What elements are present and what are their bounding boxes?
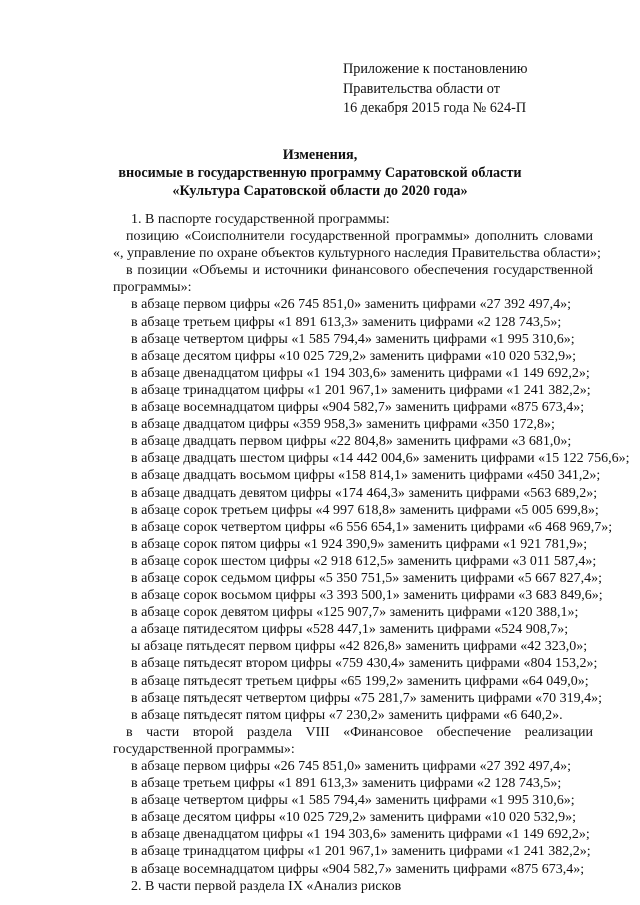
- paragraph-financing-line-2: программы»:: [113, 280, 192, 296]
- amendment-line: в абзаце пятьдесят втором цифры «759 430,4» заменить цифрами «804 153,2»;: [131, 656, 598, 672]
- appendix-line-1: Приложение к постановлению: [343, 61, 528, 77]
- amendment-line: в абзаце тринадцатом цифры «1 201 967,1» заменить цифрами «1 241 382,2»;: [131, 844, 591, 860]
- amendment-line: ы абзаце пятьдесят первом цифры «42 826,8» заменить цифрами «42 323,0»;: [131, 639, 588, 655]
- amendment-line: в абзаце третьем цифры «1 891 613,3» заменить цифрами «2 128 743,5»;: [131, 776, 562, 792]
- document-body: [113, 211, 630, 895]
- paragraph-coexecutors-line-1: позицию «Соисполнители государственной программы» дополнить словами: [126, 229, 593, 245]
- amendment-line: в абзаце четвертом цифры «1 585 794,4» заменить цифрами «1 995 310,6»;: [131, 331, 575, 347]
- amendment-line: а абзаце пятидесятом цифры «528 447,1» заменить цифрами «524 908,7»;: [131, 622, 569, 638]
- amendment-line: в абзаце восемнадцатом цифры «904 582,7» заменить цифрами «875 673,4»;: [131, 861, 585, 877]
- amendment-line: в абзаце восемнадцатом цифры «904 582,7» заменить цифрами «875 673,4»;: [131, 400, 585, 416]
- amendment-line: в абзаце двадцать шестом цифры «14 442 004,6» заменить цифрами «15 122 756,6»;: [131, 451, 630, 467]
- amendment-line: в абзаце двадцать восьмом цифры «158 814,1» заменить цифрами «450 341,2»;: [131, 468, 601, 484]
- amendment-line: в абзаце двадцать первом цифры «22 804,8» заменить цифрами «3 681,0»;: [131, 434, 572, 450]
- paragraph-financing-line-1: в позиции «Объемы и источники финансового обеспечения государственной: [126, 263, 593, 279]
- amendment-line: в абзаце сорок седьмом цифры «5 350 751,5» заменить цифрами «5 667 827,4»;: [131, 570, 603, 586]
- appendix-line-2: Правительства области от: [343, 80, 500, 97]
- paragraph-coexecutors-line-2: «, управление по охране объектов культурного наследия Правительства области»;: [113, 246, 601, 262]
- section-1-heading: 1. В паспорте государственной программы:: [131, 212, 390, 227]
- amendment-line: в абзаце пятьдесят пятом цифры «7 230,2» заменить цифрами «6 640,2».: [131, 707, 563, 723]
- amendment-line: в абзаце сорок четвертом цифры «6 556 654,1» заменить цифрами «6 468 969,7»;: [131, 519, 613, 535]
- amendment-line: в абзаце сорок девятом цифры «125 907,7» заменить цифрами «120 388,1»;: [131, 605, 579, 621]
- title-line-3: «Культура Саратовской области до 2020 года»: [172, 183, 468, 199]
- amendment-line: в абзаце тринадцатом цифры «1 201 967,1» заменить цифрами «1 241 382,2»;: [131, 382, 591, 398]
- amendments-list-2: [115, 758, 593, 878]
- amendment-line: в абзаце сорок восьмом цифры «3 393 500,1» заменить цифрами «3 683 849,6»;: [131, 588, 603, 604]
- amendment-line: в абзаце двенадцатом цифры «1 194 303,6» заменить цифрами «1 149 692,2»;: [131, 365, 590, 381]
- amendment-line: в абзаце двадцать девятом цифры «174 464,3» заменить цифрами «563 689,2»;: [131, 485, 598, 501]
- amendment-line: в абзаце третьем цифры «1 891 613,3» заменить цифрами «2 128 743,5»;: [131, 314, 562, 330]
- amendment-line: в абзаце десятом цифры «10 025 729,2» заменить цифрами «10 020 532,9»;: [131, 348, 577, 364]
- amendments-list-1: [115, 296, 630, 723]
- amendment-line: в абзаце десятом цифры «10 025 729,2» заменить цифрами «10 020 532,9»;: [131, 810, 577, 826]
- title-line-1: Изменения,: [282, 147, 358, 163]
- section-viii-intro-line-2: государственной программы»:: [113, 741, 295, 757]
- document-title: [0, 146, 640, 200]
- amendment-line: в абзаце двенадцатом цифры «1 194 303,6» заменить цифрами «1 149 692,2»;: [131, 827, 590, 843]
- amendment-line: в абзаце четвертом цифры «1 585 794,4» заменить цифрами «1 995 310,6»;: [131, 793, 575, 809]
- section-viii-intro-line-1: в части второй раздела VIII «Финансовое обеспечение реализации: [126, 724, 593, 740]
- amendment-line: в абзаце пятьдесят четвертом цифры «75 281,7» заменить цифрами «70 319,4»;: [131, 690, 603, 706]
- title-line-2: вносимые в государственную программу Саратовской области: [118, 165, 522, 181]
- section-2-heading: 2. В части первой раздела IX «Анализ рисков: [131, 878, 402, 894]
- appendix-line-3: 16 декабря 2015 года № 624-П: [343, 100, 527, 116]
- appendix-header: [343, 60, 528, 119]
- amendment-line: в абзаце сорок шестом цифры «2 918 612,5» заменить цифрами «3 011 587,4»;: [131, 553, 597, 569]
- amendment-line: в абзаце первом цифры «26 745 851,0» заменить цифрами «27 392 497,4»;: [131, 759, 571, 774]
- amendment-line: в абзаце сорок третьем цифры «4 997 618,8» заменить цифрами «5 005 699,8»;: [131, 502, 599, 518]
- amendment-line: в абзаце пятьдесят третьем цифры «65 199,2» заменить цифрами «64 049,0»;: [131, 673, 589, 689]
- amendment-line: в абзаце сорок пятом цифры «1 924 390,9» заменить цифрами «1 921 781,9»;: [131, 536, 588, 552]
- amendment-line: в абзаце двадцатом цифры «359 958,3» заменить цифрами «350 172,8»;: [131, 417, 555, 433]
- amendment-line: в абзаце первом цифры «26 745 851,0» заменить цифрами «27 392 497,4»;: [131, 297, 571, 313]
